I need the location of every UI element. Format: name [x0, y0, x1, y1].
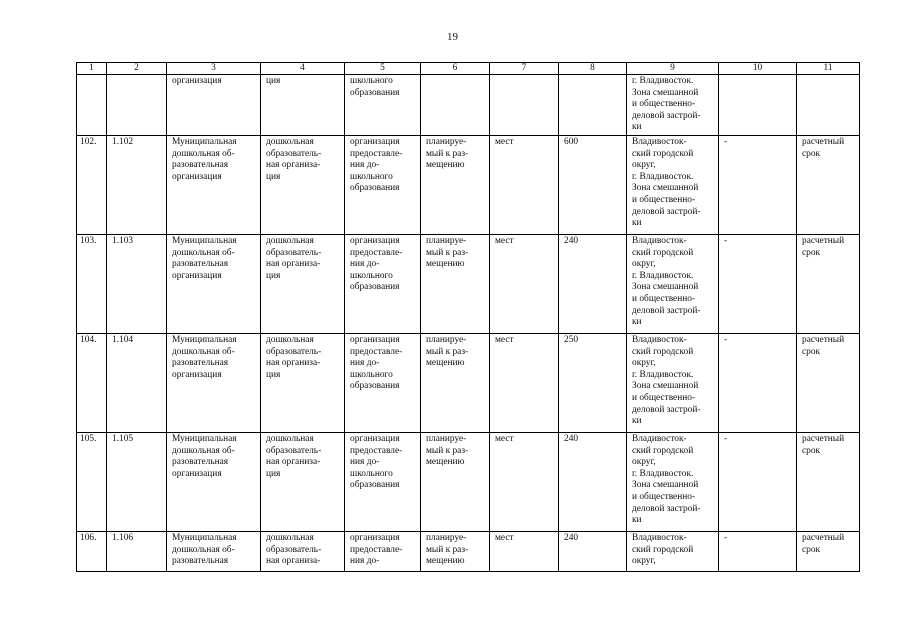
- cell-type: дошкольная образователь- ная организа- ция: [261, 433, 345, 532]
- cell-location: г. Владивосток. Зона смешанной и общественно- деловой застрой- ки: [627, 75, 719, 136]
- document-table: [76, 62, 860, 572]
- column-header: 3: [167, 63, 261, 75]
- cell-location: Владивосток- ский городской округ, г. Владивосток. Зона смешанной и общественно- деловой застрой- ки: [627, 334, 719, 433]
- column-header: 4: [261, 63, 345, 75]
- cell-code: 1.104: [107, 334, 167, 433]
- cell-term: расчетный срок: [797, 136, 860, 235]
- cell-purpose: организация предоставле- ния до- школьного образования: [345, 136, 421, 235]
- table-row: [77, 334, 860, 433]
- cell-zone: [719, 75, 797, 136]
- cell-capacity: 250: [559, 334, 627, 433]
- column-header: 10: [719, 63, 797, 75]
- cell-name: Муниципальная дошкольная об- разовательная: [167, 532, 261, 572]
- cell-purpose: организация предоставле- ния до- школьного образования: [345, 334, 421, 433]
- cell-code: 1.102: [107, 136, 167, 235]
- cell-zone: -: [719, 235, 797, 334]
- cell-location: Владивосток- ский городской округ,: [627, 532, 719, 572]
- cell-capacity: 600: [559, 136, 627, 235]
- cell-term: расчетный срок: [797, 334, 860, 433]
- cell-zone: -: [719, 334, 797, 433]
- table-row: [77, 136, 860, 235]
- cell-purpose: школьного образования: [345, 75, 421, 136]
- cell-name: организация: [167, 75, 261, 136]
- column-header: 2: [107, 63, 167, 75]
- column-header: 7: [490, 63, 559, 75]
- cell-status: планируе- мый к раз- мещению: [421, 433, 490, 532]
- cell-unit: мест: [490, 235, 559, 334]
- column-header: 6: [421, 63, 490, 75]
- cell-purpose: организация предоставле- ния до- школьного образования: [345, 235, 421, 334]
- cell-term: [797, 75, 860, 136]
- cell-index: 103.: [77, 235, 107, 334]
- column-header: 5: [345, 63, 421, 75]
- cell-status: планируе- мый к раз- мещению: [421, 235, 490, 334]
- cell-code: 1.103: [107, 235, 167, 334]
- cell-index: 104.: [77, 334, 107, 433]
- cell-unit: [490, 75, 559, 136]
- cell-unit: мест: [490, 532, 559, 572]
- cell-location: Владивосток- ский городской округ, г. Владивосток. Зона смешанной и общественно- деловой застрой- ки: [627, 235, 719, 334]
- cell-capacity: [559, 75, 627, 136]
- column-header: 8: [559, 63, 627, 75]
- cell-capacity: 240: [559, 433, 627, 532]
- table-row: [77, 433, 860, 532]
- cell-type: дошкольная образователь- ная организа- ция: [261, 136, 345, 235]
- cell-type: дошкольная образователь- ная организа- ция: [261, 334, 345, 433]
- table-row: [77, 235, 860, 334]
- cell-name: Муниципальная дошкольная об- разовательная организация: [167, 433, 261, 532]
- cell-index: 106.: [77, 532, 107, 572]
- cell-term: расчетный срок: [797, 235, 860, 334]
- cell-index: 105.: [77, 433, 107, 532]
- cell-status: планируе- мый к раз- мещению: [421, 334, 490, 433]
- cell-type: ция: [261, 75, 345, 136]
- cell-index: 102.: [77, 136, 107, 235]
- cell-type: дошкольная образователь- ная организа-: [261, 532, 345, 572]
- column-header: 1: [77, 63, 107, 75]
- column-header: 9: [627, 63, 719, 75]
- cell-code: 1.106: [107, 532, 167, 572]
- cell-unit: мест: [490, 334, 559, 433]
- cell-status: планируе- мый к раз- мещению: [421, 532, 490, 572]
- cell-term: расчетный срок: [797, 532, 860, 572]
- cell-name: Муниципальная дошкольная об- разовательная организация: [167, 235, 261, 334]
- cell-status: планируе- мый к раз- мещению: [421, 136, 490, 235]
- cell-zone: -: [719, 433, 797, 532]
- cell-capacity: 240: [559, 532, 627, 572]
- cell-location: Владивосток- ский городской округ, г. Владивосток. Зона смешанной и общественно- деловой застрой- ки: [627, 136, 719, 235]
- cell-zone: -: [719, 532, 797, 572]
- cell-capacity: 240: [559, 235, 627, 334]
- cell-name: Муниципальная дошкольная об- разовательная организация: [167, 334, 261, 433]
- cell-status: [421, 75, 490, 136]
- column-header: 11: [797, 63, 860, 75]
- cell-index: [77, 75, 107, 136]
- cell-code: 1.105: [107, 433, 167, 532]
- cell-name: Муниципальная дошкольная об- разовательная организация: [167, 136, 261, 235]
- cell-unit: мест: [490, 433, 559, 532]
- cell-zone: -: [719, 136, 797, 235]
- table-row: [77, 75, 860, 136]
- page-number: 19: [447, 31, 458, 43]
- cell-unit: мест: [490, 136, 559, 235]
- table-row: [77, 532, 860, 572]
- cell-code: [107, 75, 167, 136]
- cell-type: дошкольная образователь- ная организа- ция: [261, 235, 345, 334]
- cell-term: расчетный срок: [797, 433, 860, 532]
- cell-purpose: организация предоставле- ния до-: [345, 532, 421, 572]
- column-header-row: [77, 63, 860, 75]
- cell-purpose: организация предоставле- ния до- школьного образования: [345, 433, 421, 532]
- cell-location: Владивосток- ский городской округ, г. Владивосток. Зона смешанной и общественно- деловой застрой- ки: [627, 433, 719, 532]
